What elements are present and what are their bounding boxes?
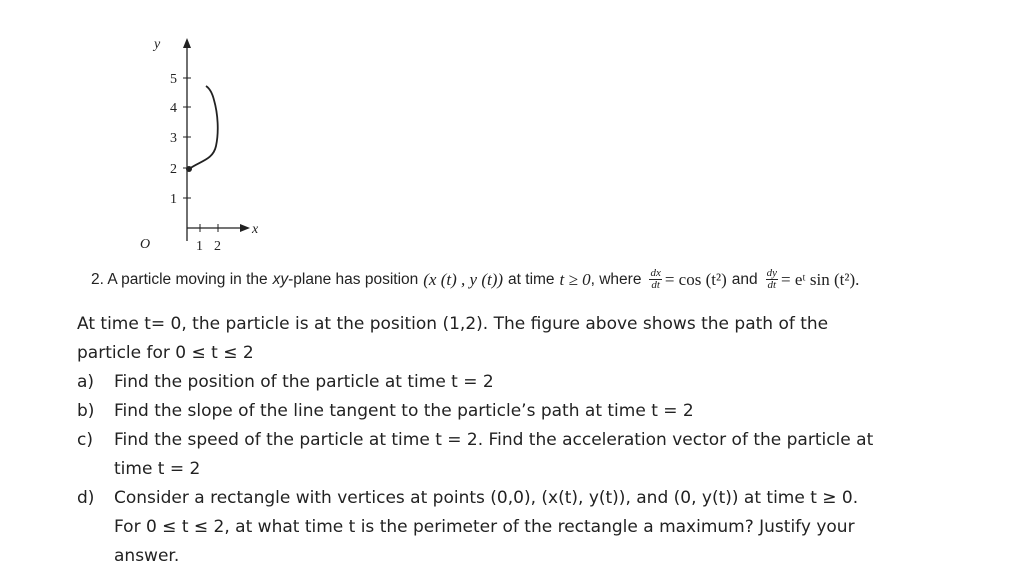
part-text-line: Find the slope of the line tangent to the particle’s path at time t = 2 — [114, 401, 694, 421]
part-c — [77, 426, 977, 484]
part-d — [77, 484, 977, 571]
start-point-dot — [186, 166, 192, 172]
y-tick-label: 5 — [170, 72, 177, 87]
part-text-line: Consider a rectangle with vertices at points (0,0), (x(t), y(t)), and (0, y(t)) at time t ≥ 0. — [114, 488, 859, 508]
part-text-line: Find the speed of the particle at time t = 2. Find the acceleration vector of the particle at — [114, 430, 874, 450]
dx-numerator: dx — [650, 267, 661, 279]
part-a — [77, 368, 977, 397]
x-axis-label: x — [252, 222, 259, 237]
y-axis-label: y — [154, 37, 161, 52]
xy-text: xy — [272, 270, 289, 288]
part-marker: c) — [77, 430, 93, 450]
part-b — [77, 397, 977, 426]
y-axis-arrow — [183, 38, 191, 48]
position-expression: (x (t) , y (t)) — [423, 269, 504, 289]
dy-dt-fraction — [766, 268, 778, 291]
path-figure — [120, 28, 280, 258]
plane-text: -plane has position — [288, 270, 419, 288]
and-text: and — [731, 270, 758, 288]
origin-label: O — [140, 237, 151, 252]
dx-dt-rhs: = cos (t²) — [664, 269, 727, 289]
where-text: , where — [590, 270, 642, 288]
part-marker: d) — [77, 488, 95, 508]
part-text-line: time t = 2 — [114, 459, 201, 479]
dy-dt-rhs: = eᵗ sin (t²). — [781, 269, 860, 289]
time-condition: t ≥ 0 — [559, 269, 591, 289]
part-text-line: answer. — [114, 546, 180, 566]
y-tick-label: 1 — [170, 192, 177, 207]
problem-intro: 2. A particle moving in the — [91, 270, 268, 288]
dy-numerator: dy — [766, 267, 777, 279]
x-tick-label: 1 — [196, 239, 203, 254]
part-marker: a) — [77, 372, 95, 392]
question-body — [77, 310, 977, 571]
part-text-line: For 0 ≤ t ≤ 2, at what time t is the perimeter of the rectangle a maximum? Justify your — [114, 517, 855, 537]
y-tick-label: 4 — [170, 101, 177, 116]
intro-paragraph-line: At time t= 0, the particle is at the position (1,2). The figure above shows the path of the — [77, 314, 829, 334]
at-time-text: at time — [508, 270, 555, 288]
y-tick-label: 3 — [170, 131, 177, 146]
dx-denominator: dt — [651, 279, 660, 291]
dx-dt-fraction — [649, 268, 661, 291]
intro-paragraph-line: particle for 0 ≤ t ≤ 2 — [77, 343, 254, 363]
x-tick-label: 2 — [214, 239, 221, 254]
x-axis-arrow — [240, 224, 250, 232]
dy-denominator: dt — [767, 279, 777, 291]
problem-statement — [91, 268, 1011, 291]
part-text-line: Find the position of the particle at time t = 2 — [114, 372, 494, 392]
part-marker: b) — [77, 401, 95, 421]
particle-path-curve — [189, 86, 218, 169]
y-tick-label: 2 — [170, 162, 177, 177]
